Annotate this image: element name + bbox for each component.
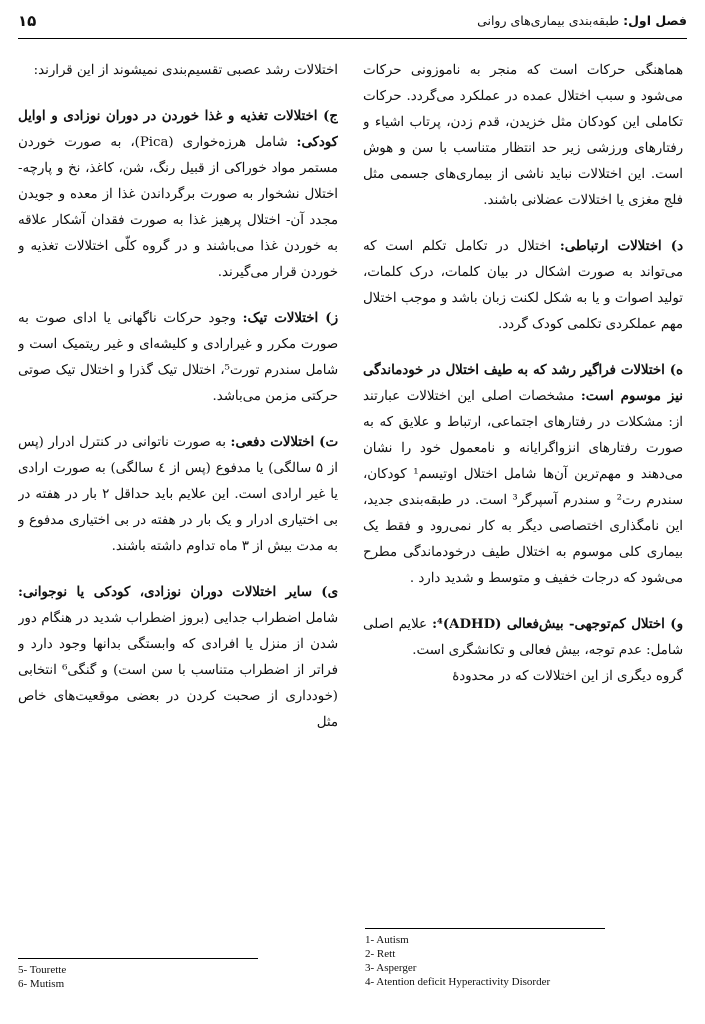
section-heading: ز) اختلالات تیک: bbox=[242, 311, 338, 326]
section-body: شامل اضطراب جدایی (بروز اضطراب شدید در هنگام دور شدن از منزل یا افرادی که وابستگی بدانها وجود دارد و فراتر از اضطراب متناسب با سن است) و گنگی⁶ انتخابی (خودداری از صحبت کردن در بعضی موقعیت‌های خاص مثل bbox=[18, 611, 338, 730]
paragraph: گروه دیگری از این اختلالات که در محدودهٔ bbox=[452, 669, 683, 684]
section-body: مشخصات اصلی این اختلالات عبارتند از: مشکلات در رفتارهای اجتماعی، ارتباط و علایق که به صورت رفتارهای انزواگرایانه و نامعمول خود را نشان می‌دهند و مهم‌ترین آن‌ها شامل اختلال اوتیسم¹ کودکان، سندرم رت² و سندرم آسپرگر³ است. در طبقه‌بندی جدید، این نامگذاری اختصاصی دیگر به کار نمی‌رود و فقط یک بیماری کلی موسوم به اختلال طیف درخودماندگی مطرح می‌شود که درجات خفیف و متوسط و شدید دارد . bbox=[363, 389, 683, 586]
running-head bbox=[477, 13, 687, 28]
section-body: علایم اصلی شامل: عدم توجه، بیش فعالی و تکانشگری است. bbox=[363, 617, 683, 658]
footnotes-left bbox=[18, 958, 268, 991]
footnote-rule bbox=[365, 928, 605, 929]
paragraph bbox=[363, 612, 683, 664]
paragraph bbox=[363, 234, 683, 338]
paragraph bbox=[18, 306, 338, 410]
chapter-label: فصل اول: bbox=[623, 13, 687, 28]
section-body: اختلال در تکامل تکلم است که می‌تواند به صورت اشکال در بیان کلمات، درک کلمات، تولید اصوات و یا به شکل لکنت زبان باشد و موجب اختلال مهم عملکردی تکلمی کودک گردد. bbox=[363, 239, 683, 332]
paragraph: هماهنگی حرکات است که منجر به ناموزونی حرکات می‌شود و سبب اختلال عمده در عملکرد می‌گردد. حرکات تکاملی این کودکان مثل خزیدن، قدم زدن، پرتاب اشیاء و رفتارهای ورزشی زیر حد انتظار متناسب با سن و هوش است. این اختلالات نباید ناشی از بیماری‌های جسمی مثل فلج مغزی یا اختلالات عضلانی باشند. bbox=[363, 63, 683, 208]
section-body: شامل هرزه‌خواری (Pica)، به صورت خوردن مستمر مواد خوراکی از قبیل رنگ، شن، کاغذ، نخ و پارچه- اختلال نشخوار به صورت برگرداندن غذا از معده و جویدن مجدد آن- اختلال پرهیز غذا به صورت فقدان آشکار علاقه به خوردن غذا می‌باشند و در گروه کلّی اختلالات تغذیه و خوردن قرار می‌گیرند. bbox=[18, 135, 338, 280]
footnotes-right bbox=[365, 928, 690, 989]
footnote: 4- Atention deficit Hyperactivity Disorder bbox=[365, 976, 551, 988]
paragraph bbox=[18, 430, 338, 560]
section-heading: ه) اختلالات فراگیر رشد که به طیف اختلال در خودماندگی نیز موسوم است: bbox=[363, 363, 683, 404]
section-heading: ی) سایر اختلالات دوران نوزادی، کودکی یا نوجوانی: bbox=[18, 585, 338, 600]
section-heading: و) اختلال کم‌توجهی- بیش‌فعالی (ADHD)⁴: bbox=[432, 617, 683, 632]
footnote-rule bbox=[18, 958, 258, 959]
footnote: 2- Rett bbox=[365, 948, 396, 960]
footnote: 5- Tourette bbox=[18, 964, 67, 976]
page-header bbox=[18, 10, 687, 39]
section-heading: د) اختلالات ارتباطی: bbox=[559, 239, 683, 254]
paragraph bbox=[18, 104, 338, 286]
page-number: ۱۵ bbox=[18, 12, 37, 30]
chapter-title: طبقه‌بندی بیماری‌های روانی bbox=[477, 13, 620, 28]
section-heading: ت) اختلالات دفعی: bbox=[230, 435, 338, 450]
footnote: 3- Asperger bbox=[365, 962, 417, 974]
right-column bbox=[363, 58, 683, 923]
paragraph bbox=[18, 580, 338, 736]
paragraph bbox=[363, 358, 683, 592]
section-body: وجود حرکات ناگهانی یا ادای صوت به صورت مکرر و غیرارادی و کلیشه‌ای و غیر ریتمیک است و شامل سندرم تورت⁵، اختلال تیک گذرا و اختلال تیک صوتی حرکتی مزمن می‌باشد. bbox=[18, 311, 338, 404]
footnote: 1- Autism bbox=[365, 934, 409, 946]
footnote: 6- Mutism bbox=[18, 978, 65, 990]
left-column bbox=[18, 58, 338, 923]
paragraph: اختلالات رشد عصبی تقسیم‌بندی نمیشوند از این قرارند: bbox=[33, 63, 338, 78]
section-body: به صورت ناتوانی در کنترل ادرار (پس از ۵ سالگی) یا مدفوع (پس از ٤ سالگی) به صورت ارادی یا غیر ارادی است. این علایم باید حداقل ۲ بار در هفته در بی اختیاری ادرار و یک بار در هفته در بی اختیاری مدفوع و به مدت بیش از ۳ ماه تداوم داشته باشند. bbox=[18, 435, 338, 554]
section-heading: ج) اختلالات تغذیه و غذا خوردن در دوران نوزادی و اوایل کودکی: bbox=[18, 109, 338, 150]
